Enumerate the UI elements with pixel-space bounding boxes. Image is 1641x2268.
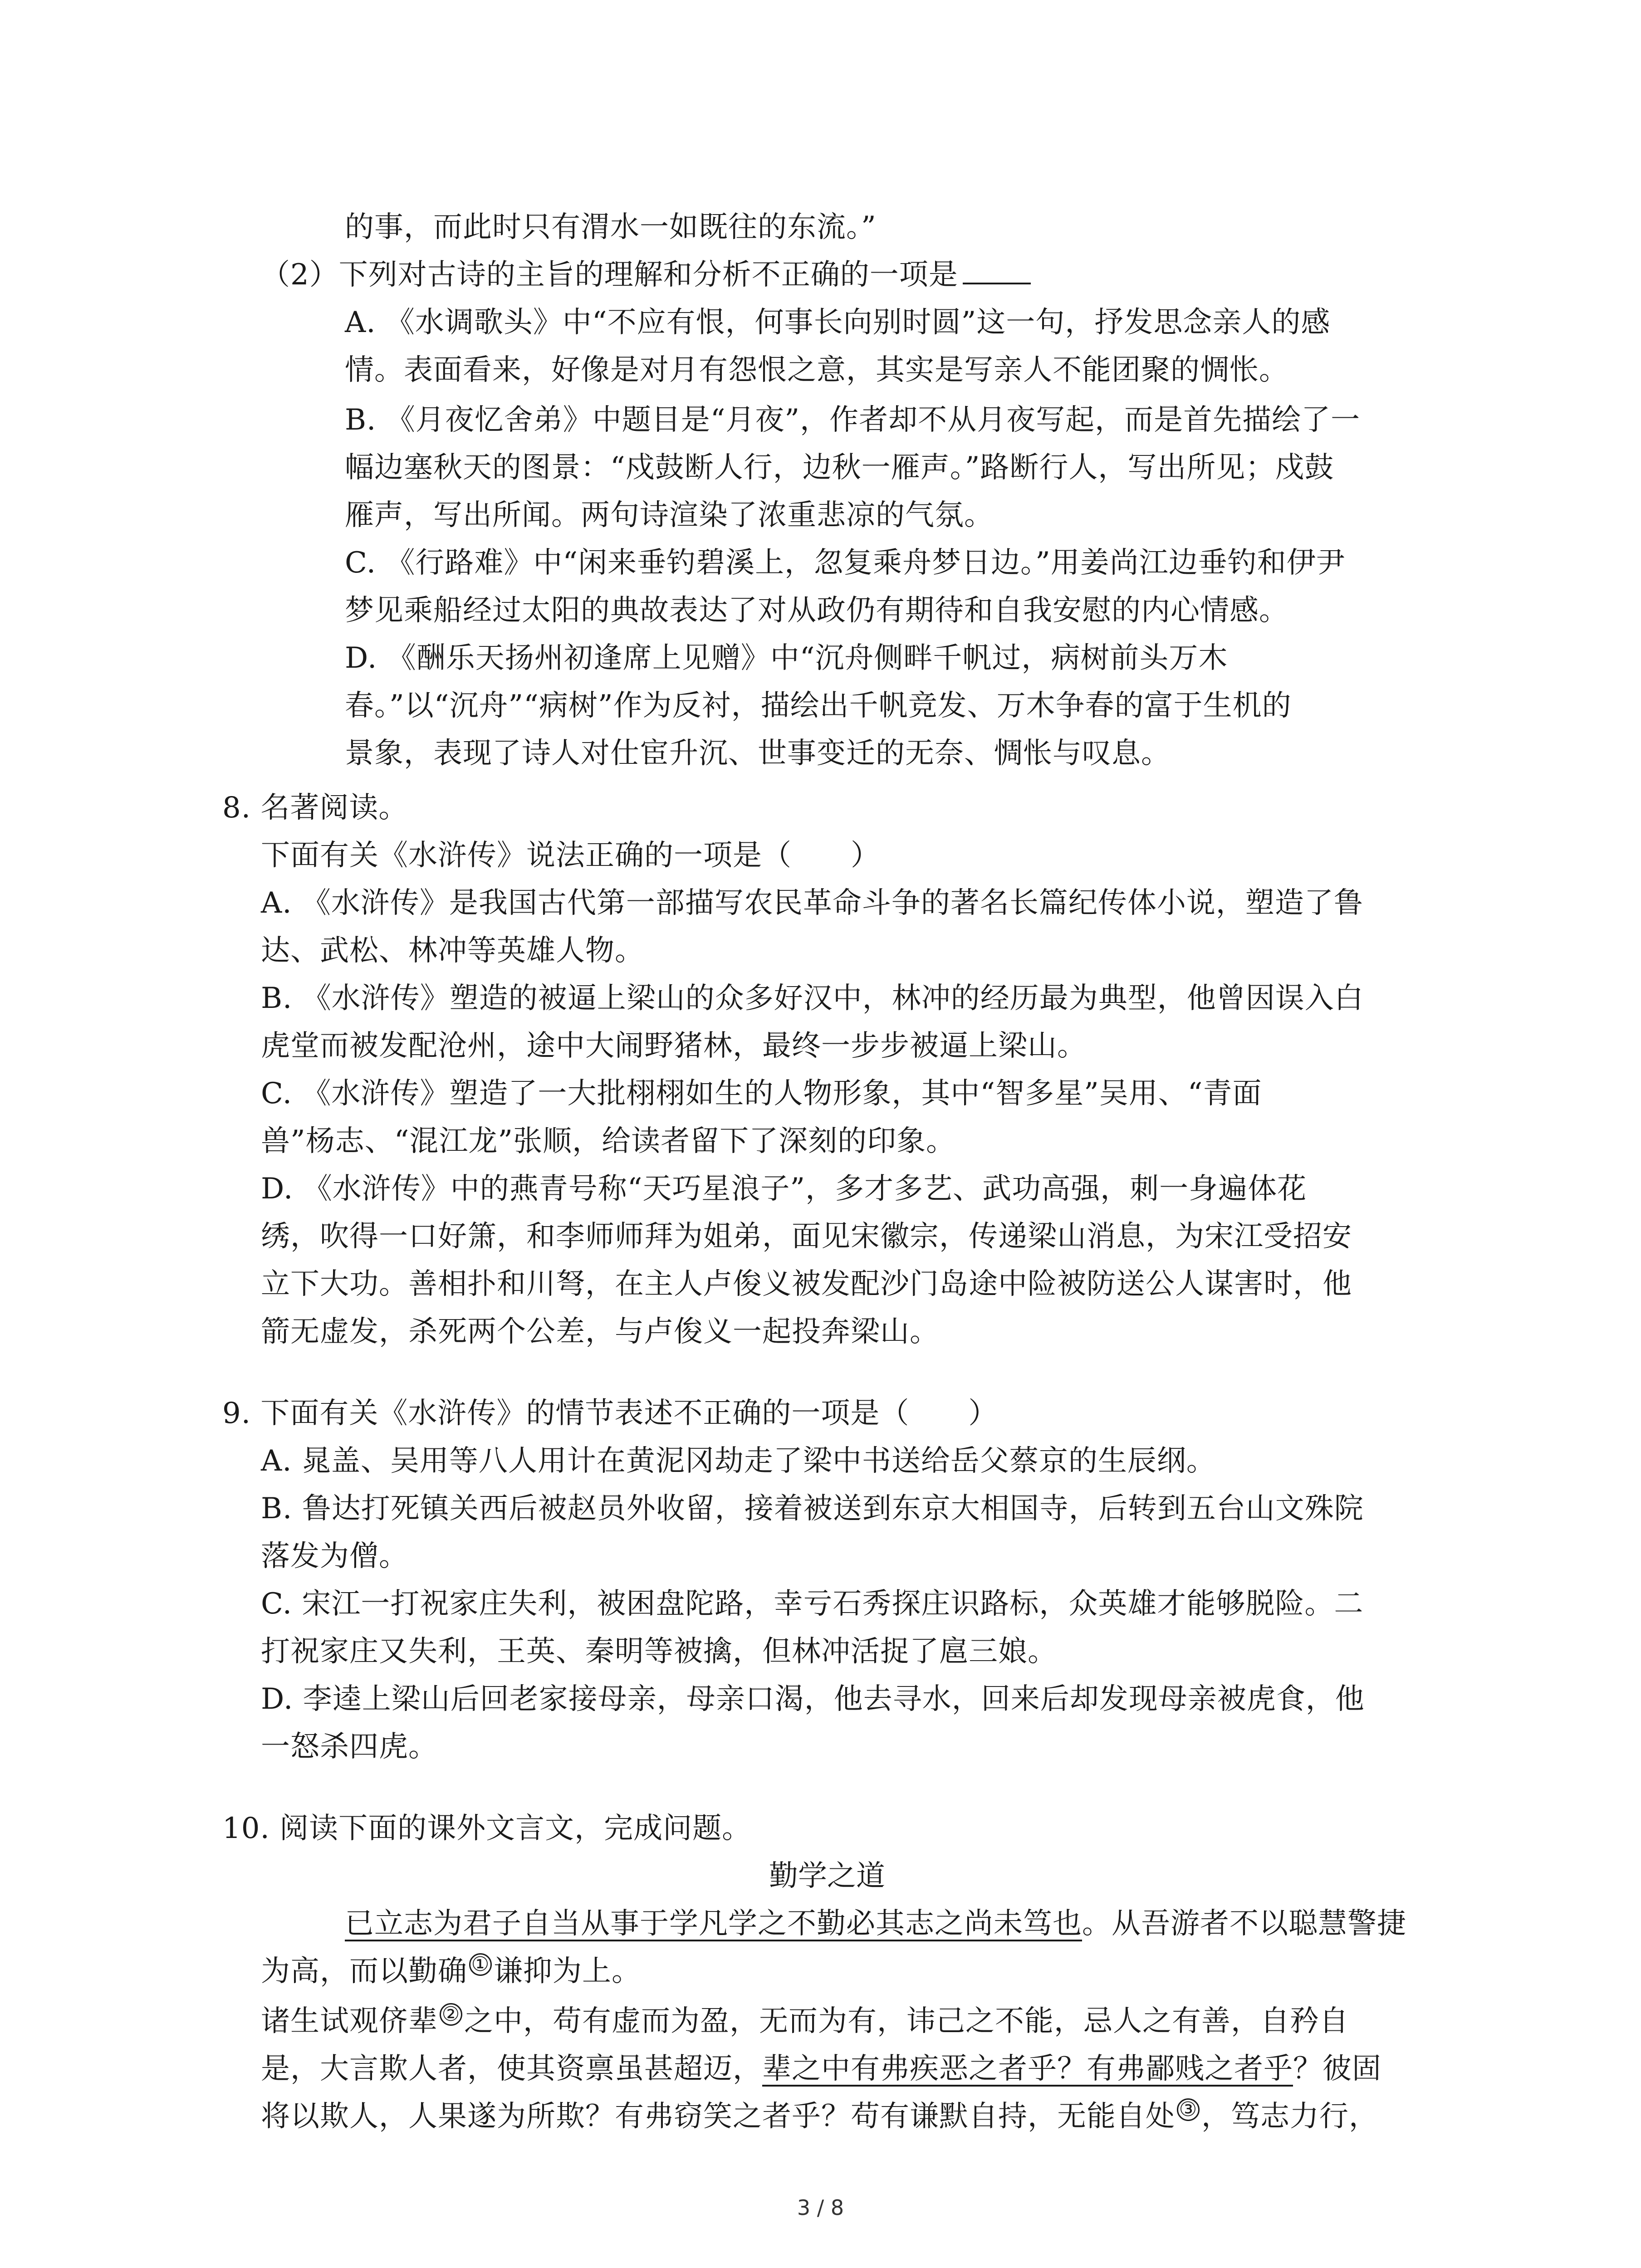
q9-option-c-line1: C. 宋江一打祝家庄失利，被困盘陀路，幸亏石秀探庄识路标，众英雄才能够脱险。二 bbox=[261, 1587, 1364, 1621]
q8-option-c-line2: 兽”杨志、“混江龙”张顺，给读者留下了深刻的印象。 bbox=[261, 1124, 956, 1158]
q8-stem: 下面有关《水浒传》说法正确的一项是（ ） bbox=[261, 839, 880, 872]
passage-p2-line1-b: 之中，苟有虚而为盈，无而为有，讳己之不能，忌人之有善，自矜自 bbox=[464, 2004, 1349, 2038]
q8-option-a-line1: A. 《水浒传》是我国古代第一部描写农民革命斗争的著名长篇纪传体小说，塑造了鲁 bbox=[261, 886, 1363, 920]
underlined-sentence-2: 辈之中有弗疾恶之者乎？有弗鄙贱之者乎 bbox=[762, 2052, 1293, 2086]
q9-option-d-line2: 一怒杀四虎。 bbox=[261, 1730, 438, 1764]
passage-p2-line2-b: ？彼固 bbox=[1293, 2052, 1381, 2086]
q8-option-d-line4: 箭无虚发，杀死两个公差，与卢俊义一起投奔梁山。 bbox=[261, 1315, 939, 1349]
passage-p2-line3-a: 将以欺人，人果遂为所欺？有弗窃笑之者乎？苟有谦默自持，无能自处 bbox=[261, 2100, 1175, 2133]
q9-stem: 9. 下面有关《水浒传》的情节表述不正确的一项是（ ） bbox=[222, 1397, 998, 1430]
passage-p2-line1-a: 诸生试观侪辈 bbox=[261, 2004, 438, 2038]
q7-option-a-line2: 情。表面看来，好像是对月有怨恨之意，其实是写亲人不能团聚的惆怅。 bbox=[345, 353, 1288, 387]
q10-stem: 10. 阅读下面的课外文言文，完成问题。 bbox=[222, 1812, 752, 1845]
q7-sub2-stem bbox=[261, 254, 1031, 296]
q7-option-d-line3: 景象，表现了诗人对仕宦升沉、世事变迁的无奈、惆怅与叹息。 bbox=[345, 737, 1171, 770]
q7-tail: 的事，而此时只有渭水一如既往的东流。” bbox=[345, 210, 877, 244]
q9-option-a: A. 晁盖、吴用等八人用计在黄泥冈劫走了梁中书送给岳父蔡京的生辰纲。 bbox=[261, 1444, 1216, 1478]
q7-option-b-line1: B. 《月夜忆舍弟》中题目是“月夜”，作者却不从月夜写起，而是首先描绘了一 bbox=[345, 403, 1361, 437]
passage-p2-line2-a: 是，大言欺人者，使其资禀虽甚超迈， bbox=[261, 2052, 762, 2086]
footnote-marker-3: ③ bbox=[1177, 2098, 1200, 2121]
passage-p1-line2-b: 谦抑为上。 bbox=[494, 1955, 641, 1988]
passage-p2-line3 bbox=[261, 2096, 1378, 2137]
footnote-marker-2: ② bbox=[440, 2003, 462, 2026]
q8-option-a-line2: 达、武松、林冲等英雄人物。 bbox=[261, 934, 644, 968]
q7-option-a-line1: A. 《水调歌头》中“不应有恨，何事长向别时圆”这一句，抒发思念亲人的感 bbox=[345, 306, 1331, 339]
passage-title: 勤学之道 bbox=[769, 1859, 885, 1893]
q9-option-c-line2: 打祝家庄又失利，王英、秦明等被擒，但林冲活捉了扈三娘。 bbox=[261, 1635, 1057, 1668]
passage-p1-line1-rest: 。从吾游者不以聪慧警捷 bbox=[1082, 1907, 1406, 1941]
q7-option-c-line1: C. 《行路难》中“闲来垂钓碧溪上，忽复乘舟梦日边。”用姜尚江边垂钓和伊尹 bbox=[345, 546, 1346, 580]
q8-heading: 8. 名著阅读。 bbox=[222, 791, 408, 825]
q8-option-d-line3: 立下大功。善相扑和川弩，在主人卢俊义被发配沙门岛途中险被防送公人谋害时，他 bbox=[261, 1267, 1352, 1301]
passage-p2-line1 bbox=[261, 2000, 1349, 2042]
q9-option-b-line2: 落发为僧。 bbox=[261, 1540, 408, 1573]
q8-option-d-line1: D. 《水浒传》中的燕青号称“天巧星浪子”，多才多艺、武功高强，刺一身遍体花 bbox=[261, 1172, 1307, 1206]
passage-p1-line2 bbox=[261, 1950, 641, 1992]
page-number: 3 / 8 bbox=[797, 2195, 844, 2220]
underlined-sentence-1: 已立志为君子自当从事于学凡学之不勤必其志之尚未笃也 bbox=[345, 1907, 1082, 1941]
passage-p2-line3-b: ，笃志力行， bbox=[1201, 2100, 1378, 2133]
q8-option-b-line1: B. 《水浒传》塑造的被逼上梁山的众多好汉中，林冲的经历最为典型，他曾因误入白 bbox=[261, 982, 1364, 1015]
q7-option-b-line2: 幅边塞秋天的图景：“戍鼓断人行，边秋一雁声。”路断行人，写出所见；戍鼓 bbox=[345, 451, 1334, 484]
passage-p2-line2 bbox=[261, 2048, 1381, 2090]
q7-option-d-line1: D. 《酬乐天扬州初逢席上见赠》中“沉舟侧畔千帆过，病树前头万木 bbox=[345, 641, 1228, 675]
footnote-marker-1: ① bbox=[469, 1953, 492, 1976]
q8-option-c-line1: C. 《水浒传》塑造了一大批栩栩如生的人物形象，其中“智多星”吴用、“青面 bbox=[261, 1077, 1262, 1110]
passage-p1-line1 bbox=[345, 1903, 1406, 1945]
q9-option-b-line1: B. 鲁达打死镇关西后被赵员外收留，接着被送到东京大相国寺，后转到五台山文殊院 bbox=[261, 1492, 1364, 1525]
q9-option-d-line1: D. 李逵上梁山后回老家接母亲，母亲口渴，他去寻水，回来后却发现母亲被虎食，他 bbox=[261, 1682, 1365, 1716]
q7-option-d-line2: 春。”以“沉舟”“病树”作为反衬，描绘出千帆竞发、万木争春的富于生机的 bbox=[345, 689, 1292, 723]
q8-option-d-line2: 绣，吹得一口好箫，和李师师拜为姐弟，面见宋徽宗，传递梁山消息，为宋江受招安 bbox=[261, 1220, 1352, 1253]
q7-option-b-line3: 雁声，写出所闻。两句诗渲染了浓重悲凉的气氛。 bbox=[345, 499, 994, 532]
answer-blank[interactable] bbox=[963, 256, 1031, 284]
q8-option-b-line2: 虎堂而被发配沧州，途中大闹野猪林，最终一步步被逼上梁山。 bbox=[261, 1029, 1087, 1063]
passage-p1-line2-a: 为高，而以勤确 bbox=[261, 1955, 467, 1988]
q7-sub2-stem-text: （2）下列对古诗的主旨的理解和分析不正确的一项是 bbox=[261, 258, 958, 292]
q7-option-c-line2: 梦见乘船经过太阳的典故表达了对从政仍有期待和自我安慰的内心情感。 bbox=[345, 594, 1288, 627]
